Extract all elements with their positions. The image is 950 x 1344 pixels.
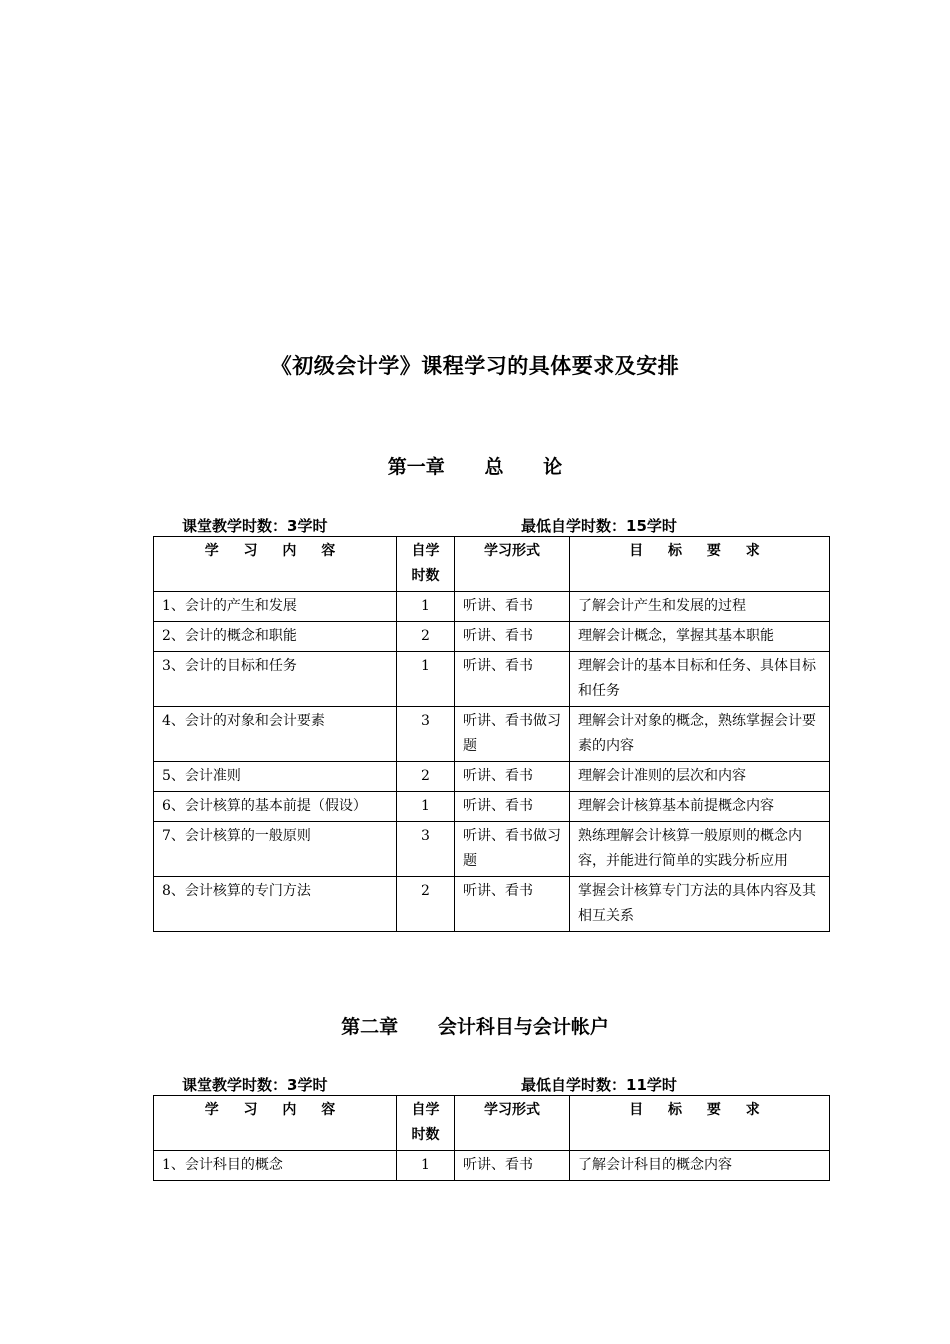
table-row: [154, 792, 830, 822]
row-content: 4、会计的对象和会计要素: [154, 707, 397, 762]
row-content: 1、会计的产生和发展: [154, 592, 397, 622]
table-row: [154, 707, 830, 762]
row-form: 听讲、看书: [455, 1151, 570, 1181]
row-form: 听讲、看书做习题: [455, 707, 570, 762]
row-goal: 了解会计科目的概念内容: [570, 1151, 830, 1181]
chapter-2-heading: 第二章 会计科目与会计帐户: [341, 1016, 609, 1038]
chapter-1-heading: 第一章 总 论: [387, 456, 563, 478]
row-hours: 2: [397, 762, 455, 792]
row-goal: 理解会计核算基本前提概念内容: [570, 792, 830, 822]
row-content: 8、会计核算的专门方法: [154, 877, 397, 932]
chapter-2-table: [153, 1095, 830, 1181]
table-header-row: [154, 1096, 830, 1151]
table-row: [154, 822, 830, 877]
header-self-study: 自学时数: [397, 1096, 455, 1151]
row-form: 听讲、看书: [455, 592, 570, 622]
row-content: 7、会计核算的一般原则: [154, 822, 397, 877]
chapter-2-hours: [182, 1074, 822, 1095]
header-form: 学习形式: [455, 1096, 570, 1151]
row-hours: 2: [397, 622, 455, 652]
chapter-1-hours: [182, 515, 822, 536]
row-goal: 理解会计准则的层次和内容: [570, 762, 830, 792]
row-hours: 1: [397, 792, 455, 822]
row-content: 3、会计的目标和任务: [154, 652, 397, 707]
table-row: [154, 622, 830, 652]
row-goal: 理解会计对象的概念，熟练掌握会计要素的内容: [570, 707, 830, 762]
class-hours-label: 课堂教学时数：3学时: [182, 1076, 328, 1094]
row-form: 听讲、看书: [455, 877, 570, 932]
class-hours-label: 课堂教学时数：3学时: [182, 517, 328, 535]
table-row: [154, 652, 830, 707]
row-content: 1、会计科目的概念: [154, 1151, 397, 1181]
chapter-1-table: [153, 536, 830, 932]
table-row: [154, 877, 830, 932]
row-content: 2、会计的概念和职能: [154, 622, 397, 652]
row-form: 听讲、看书做习题: [455, 822, 570, 877]
row-goal: 了解会计产生和发展的过程: [570, 592, 830, 622]
row-hours: 3: [397, 822, 455, 877]
row-form: 听讲、看书: [455, 792, 570, 822]
row-hours: 1: [397, 652, 455, 707]
row-hours: 3: [397, 707, 455, 762]
table-header-row: [154, 537, 830, 592]
header-goal: 目 标 要 求: [570, 1096, 830, 1151]
row-goal: 熟练理解会计核算一般原则的概念内容，并能进行简单的实践分析应用: [570, 822, 830, 877]
table-row: [154, 592, 830, 622]
header-goal: 目 标 要 求: [570, 537, 830, 592]
header-content: 学 习 内 容: [154, 1096, 397, 1151]
row-goal: 理解会计概念，掌握其基本职能: [570, 622, 830, 652]
self-study-hours-label: 最低自学时数：11学时: [521, 1076, 677, 1094]
row-hours: 1: [397, 592, 455, 622]
header-self-study: 自学时数: [397, 537, 455, 592]
row-content: 5、会计准则: [154, 762, 397, 792]
row-content: 6、会计核算的基本前提（假设）: [154, 792, 397, 822]
row-hours: 1: [397, 1151, 455, 1181]
row-form: 听讲、看书: [455, 762, 570, 792]
row-goal: 掌握会计核算专门方法的具体内容及其相互关系: [570, 877, 830, 932]
row-hours: 2: [397, 877, 455, 932]
self-study-hours-label: 最低自学时数：15学时: [521, 517, 677, 535]
table-row: [154, 762, 830, 792]
row-form: 听讲、看书: [455, 622, 570, 652]
header-form: 学习形式: [455, 537, 570, 592]
row-form: 听讲、看书: [455, 652, 570, 707]
table-row: [154, 1151, 830, 1181]
header-content: 学 习 内 容: [154, 537, 397, 592]
row-goal: 理解会计的基本目标和任务、具体目标和任务: [570, 652, 830, 707]
document-title: 《初级会计学》课程学习的具体要求及安排: [270, 354, 680, 378]
